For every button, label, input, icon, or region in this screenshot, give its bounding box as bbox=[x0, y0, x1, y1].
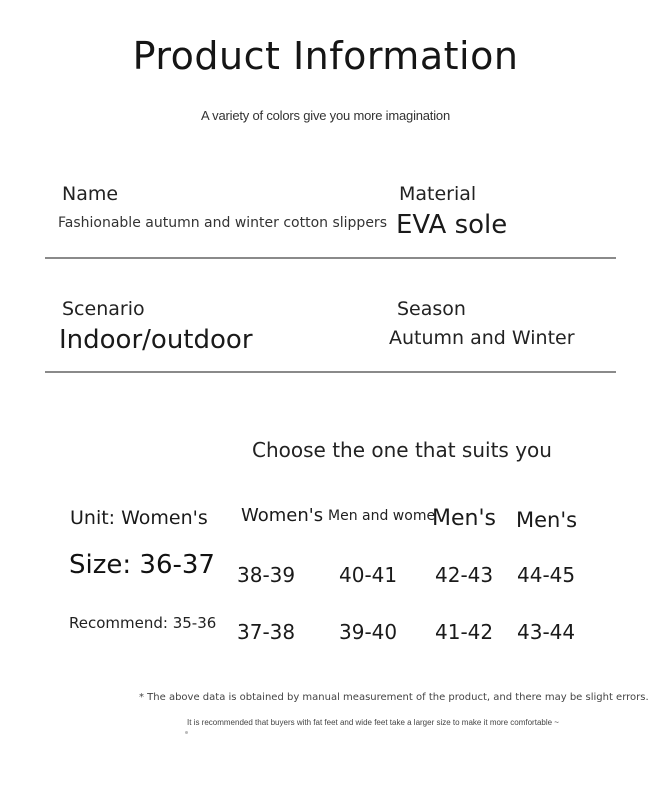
header-cell: Men and wome bbox=[328, 508, 436, 524]
size-cell: 40-41 bbox=[339, 563, 398, 587]
season-value: Autumn and Winter bbox=[389, 327, 575, 349]
header-cell: Women's bbox=[241, 505, 324, 526]
recommend-cell: 37-38 bbox=[237, 620, 296, 644]
header-cell-unit: Unit: Women's bbox=[70, 507, 208, 529]
material-label: Material bbox=[399, 183, 477, 205]
recommend-cell: 41-42 bbox=[435, 620, 494, 644]
footnote-measurement: * The above data is obtained by manual measurement of the product, and there may be slight errors. bbox=[139, 692, 649, 703]
scenario-label: Scenario bbox=[62, 298, 145, 320]
header-cell: Men's bbox=[432, 506, 496, 531]
page-subtitle: A variety of colors give you more imagination bbox=[201, 108, 450, 123]
page-title: Product Information bbox=[132, 34, 519, 78]
divider-bottom bbox=[45, 371, 616, 373]
name-label: Name bbox=[62, 183, 119, 205]
season-label: Season bbox=[397, 298, 466, 320]
decorative-dot bbox=[185, 731, 188, 734]
recommend-cell-lead: Recommend: 35-36 bbox=[69, 614, 217, 632]
divider-top bbox=[45, 257, 616, 259]
size-cell: 38-39 bbox=[237, 563, 296, 587]
material-value: EVA sole bbox=[396, 210, 508, 240]
size-cell: 42-43 bbox=[435, 563, 494, 587]
header-cell: Men's bbox=[516, 508, 578, 532]
size-cell: 44-45 bbox=[517, 563, 576, 587]
footnote-size-advice: It is recommended that buyers with fat feet and wide feet take a larger size to make it more comfortable ~ bbox=[187, 718, 559, 727]
recommend-cell: 39-40 bbox=[339, 620, 398, 644]
recommend-cell: 43-44 bbox=[517, 620, 576, 644]
size-chart-heading: Choose the one that suits you bbox=[252, 438, 552, 462]
size-cell-lead: Size: 36-37 bbox=[69, 550, 215, 580]
scenario-value: Indoor/outdoor bbox=[59, 325, 253, 355]
name-value: Fashionable autumn and winter cotton slippers bbox=[58, 215, 387, 231]
